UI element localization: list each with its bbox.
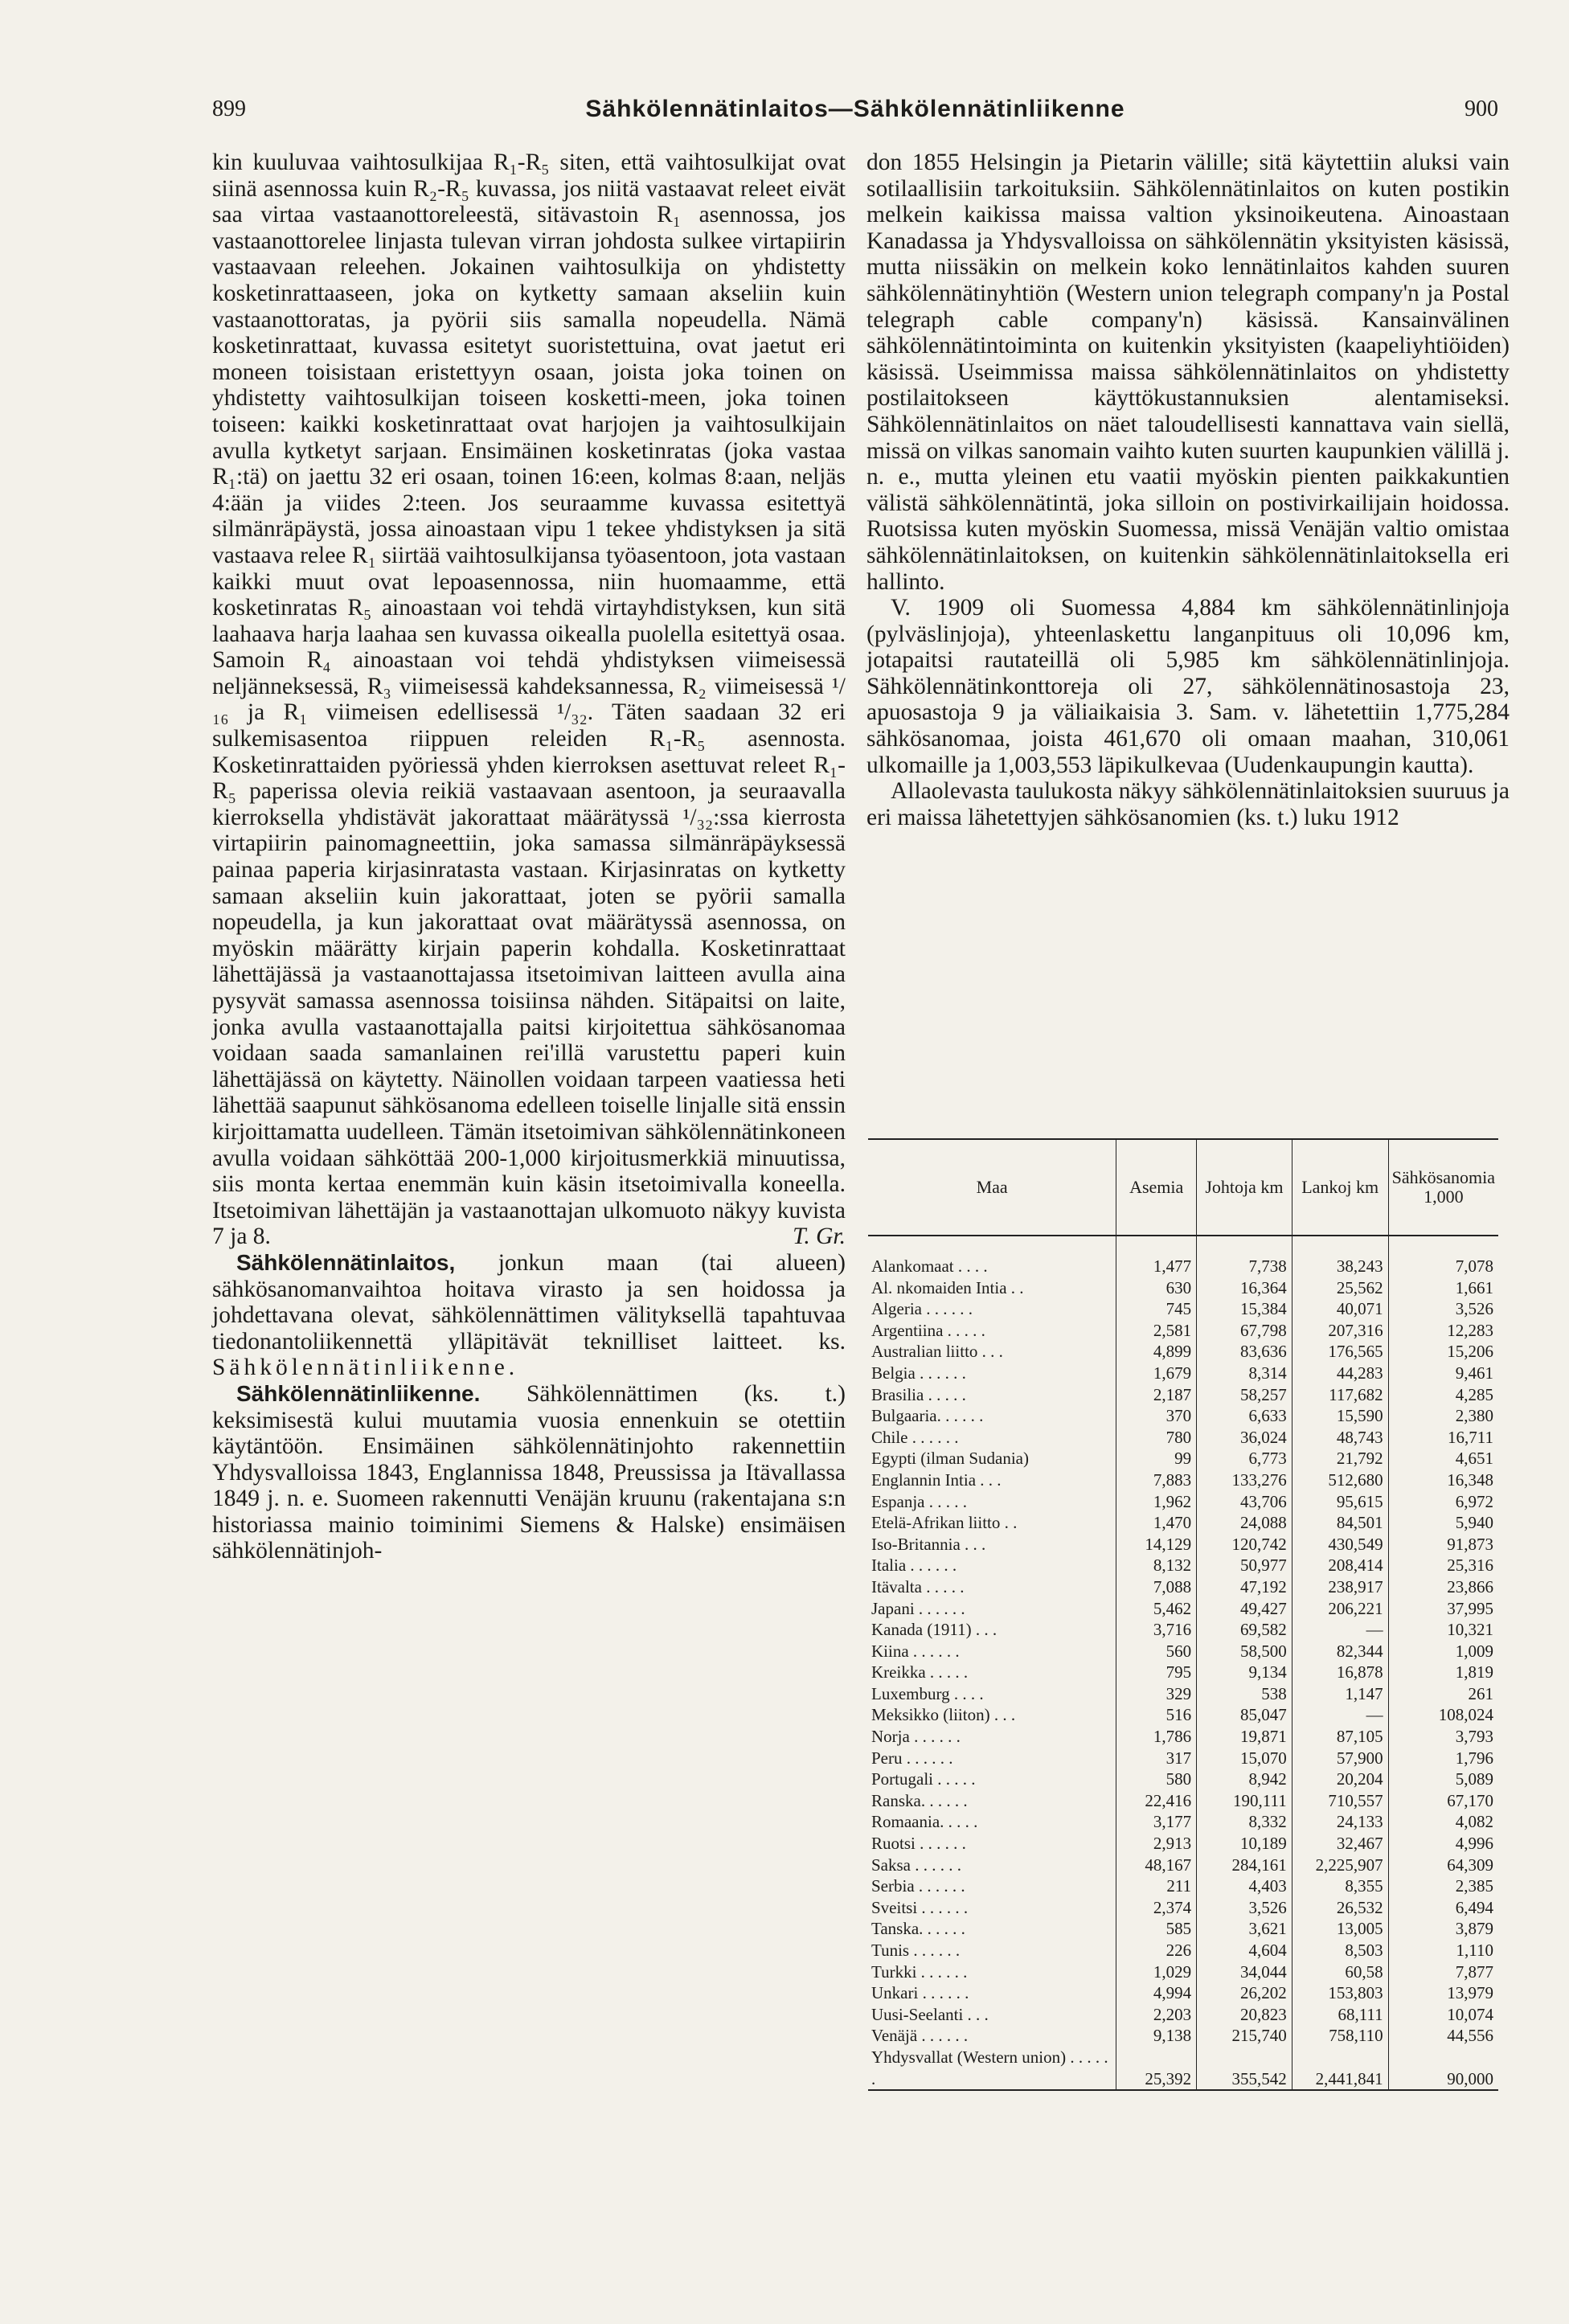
- country-cell: Luxemburg . . . .: [871, 1683, 984, 1703]
- value-cell: 67,798: [1197, 1320, 1292, 1342]
- table-row: [868, 1875, 1498, 1897]
- value-cell: 430,549: [1292, 1534, 1388, 1555]
- value-cell: 2,385: [1388, 1875, 1498, 1897]
- value-cell: 238,917: [1292, 1576, 1388, 1598]
- table-row: [868, 1918, 1498, 1940]
- country-cell: Brasilia . . . . .: [871, 1384, 966, 1404]
- value-cell: 15,384: [1197, 1298, 1292, 1320]
- country-cell: Argentiina . . . . .: [871, 1320, 985, 1340]
- value-cell: 85,047: [1197, 1704, 1292, 1726]
- table-row: [868, 1855, 1498, 1876]
- country-cell: Belgia . . . . . .: [871, 1363, 966, 1383]
- country-cell: Egypti (ilman Sudania): [871, 1449, 1029, 1469]
- value-cell: 13,979: [1388, 1982, 1498, 2004]
- value-cell: 36,024: [1197, 1427, 1292, 1449]
- value-cell: 23,866: [1388, 1576, 1498, 1598]
- statistics-table-wrapper: [868, 1138, 1498, 2091]
- value-cell: 795: [1116, 1662, 1197, 1683]
- value-cell: 67,170: [1388, 1790, 1498, 1812]
- value-cell: 1,661: [1388, 1277, 1498, 1299]
- table-row: [868, 1320, 1498, 1342]
- value-cell: 15,590: [1292, 1405, 1388, 1427]
- value-cell: 95,615: [1292, 1491, 1388, 1513]
- country-cell: Kiina . . . . . .: [871, 1641, 960, 1661]
- value-cell: 38,243: [1292, 1236, 1388, 1277]
- value-cell: 2,380: [1388, 1405, 1498, 1427]
- value-cell: 26,532: [1292, 1897, 1388, 1919]
- value-cell: 10,321: [1388, 1619, 1498, 1641]
- value-cell: 3,177: [1116, 1811, 1197, 1833]
- value-cell: 1,470: [1116, 1512, 1197, 1534]
- table-row: [868, 1363, 1498, 1384]
- value-cell: 64,309: [1388, 1855, 1498, 1876]
- country-cell: Uusi-Seelanti . . .: [871, 2004, 989, 2024]
- value-cell: 13,005: [1292, 1918, 1388, 1940]
- value-cell: 32,467: [1292, 1833, 1388, 1855]
- value-cell: 83,636: [1197, 1341, 1292, 1363]
- value-cell: 91,873: [1388, 1534, 1498, 1555]
- value-cell: 47,192: [1197, 1576, 1292, 1598]
- value-cell: 4,285: [1388, 1384, 1498, 1406]
- value-cell: 516: [1116, 1704, 1197, 1726]
- value-cell: 2,441,841: [1292, 2047, 1388, 2090]
- value-cell: 25,392: [1116, 2047, 1197, 2090]
- value-cell: 211: [1116, 1875, 1197, 1897]
- country-cell: Tanska. . . . . .: [871, 1919, 965, 1939]
- table-row: [868, 1769, 1498, 1790]
- table-row: [868, 1619, 1498, 1641]
- value-cell: 22,416: [1116, 1790, 1197, 1812]
- value-cell: 20,823: [1197, 2004, 1292, 2026]
- value-cell: 8,355: [1292, 1875, 1388, 1897]
- country-cell: Saksa . . . . . .: [871, 1855, 961, 1875]
- value-cell: 206,221: [1292, 1598, 1388, 1620]
- value-cell: 8,314: [1197, 1363, 1292, 1384]
- value-cell: 48,743: [1292, 1427, 1388, 1449]
- table-row: [868, 1448, 1498, 1469]
- value-cell: 284,161: [1197, 1855, 1292, 1876]
- value-cell: 5,462: [1116, 1598, 1197, 1620]
- value-cell: 758,110: [1292, 2025, 1388, 2047]
- country-cell: Norja . . . . . .: [871, 1727, 961, 1747]
- paragraph-table-intro: Allaolevasta taulukosta näkyy sähkölennätinlaitoksien suuruus ja eri maissa lähetettyjen sähkösanomien (ks. t.) luku 1912: [866, 778, 1510, 830]
- country-cell: Yhdysvallat (Western union) . . . . . .: [868, 2047, 1116, 2090]
- country-cell: Itävalta . . . . .: [871, 1576, 965, 1596]
- left-column: [212, 150, 846, 1564]
- value-cell: 630: [1116, 1277, 1197, 1299]
- value-cell: 43,706: [1197, 1491, 1292, 1513]
- table-row: [868, 1298, 1498, 1320]
- header-maa: Maa: [868, 1139, 1116, 1236]
- value-cell: 69,582: [1197, 1619, 1292, 1641]
- country-cell: Sveitsi . . . . . .: [871, 1897, 969, 1917]
- value-cell: 512,680: [1292, 1469, 1388, 1491]
- value-cell: 117,682: [1292, 1384, 1388, 1406]
- value-cell: 37,995: [1388, 1598, 1498, 1620]
- table-row: [868, 2004, 1498, 2026]
- value-cell: 58,257: [1197, 1384, 1292, 1406]
- country-cell: Bulgaaria. . . . . .: [871, 1406, 984, 1426]
- country-cell: Algeria . . . . . .: [871, 1299, 973, 1319]
- value-cell: 585: [1116, 1918, 1197, 1940]
- paragraph-continuation: don 1855 Helsingin ja Pietarin välille; sitä käytettiin aluksi vain sotilaallisiin tarkoituksiin. Sähkölennätinlaitos on kuten postikin melkein kaikissa maissa valtion yksinoikeutena. Ainoastaan Kanadassa ja Yhdysvalloissa on sähkölennätin yksityisten käsissä, mutta niissäkin on melkein koko lennätinlaitos kahden suuren sähkölennätinyhtiön (Western union telegraph company'n ja Postal telegraph cable company'n) käsissä. Kansainvälinen sähkölennätintoiminta on kuitenkin yksityisten (kaapeliyhtiöiden) käsissä. Useimmissa maissa sähkölennätinlaitos on yhdistetty postilaitokseen käyttökustannuksien alentamiseksi. Sähkölennätinlaitos on näet taloudellisesti kannattava vain siellä, missä on vilkas sanomain vaihto kuten suurten kaupunkien välillä j. n. e., mutta yleinen etu vaatii myöskin pienten paikkakuntien välistä sähkölennätintä, joka silloin on postivirkailijain hoidossa. Ruotsissa kuten myöskin Suomessa, missä Venäjän valtio omistaa sähkölennätinlaitoksen, on kuitenkin sähkölennätinlaitoksella eri hallinto.: [866, 150, 1510, 595]
- country-cell: Alankomaat . . . .: [871, 1256, 988, 1276]
- value-cell: 3,879: [1388, 1918, 1498, 1940]
- value-cell: —: [1292, 1704, 1388, 1726]
- country-cell: Meksikko (liiton) . . .: [871, 1705, 1016, 1725]
- country-cell: Kreikka . . . . .: [871, 1662, 969, 1683]
- value-cell: 370: [1116, 1405, 1197, 1427]
- table-row: [868, 1811, 1498, 1833]
- value-cell: 3,526: [1388, 1298, 1498, 1320]
- telegraph-statistics-table: [868, 1138, 1498, 2091]
- country-cell: Australian liitto . . .: [871, 1342, 1003, 1362]
- table-row: [868, 1748, 1498, 1769]
- country-cell: Kanada (1911) . . .: [871, 1620, 998, 1640]
- country-cell: Venäjä . . . . . .: [871, 2026, 969, 2046]
- table-row: [868, 1704, 1498, 1726]
- value-cell: 4,994: [1116, 1982, 1197, 2004]
- value-cell: 1,796: [1388, 1748, 1498, 1769]
- country-cell: Chile . . . . . .: [871, 1427, 959, 1447]
- country-cell: Iso-Britannia . . .: [871, 1534, 986, 1554]
- value-cell: 2,913: [1116, 1833, 1197, 1855]
- value-cell: 1,029: [1116, 1961, 1197, 1983]
- value-cell: 14,129: [1116, 1534, 1197, 1555]
- value-cell: 9,461: [1388, 1363, 1498, 1384]
- country-cell: Al. nkomaiden Intia . .: [871, 1277, 1024, 1297]
- value-cell: 1,147: [1292, 1683, 1388, 1705]
- value-cell: 3,716: [1116, 1619, 1197, 1641]
- table-header-row: [868, 1139, 1498, 1236]
- value-cell: 87,105: [1292, 1726, 1388, 1748]
- value-cell: 21,792: [1292, 1448, 1388, 1469]
- value-cell: 3,526: [1197, 1897, 1292, 1919]
- entry-sahkolennatinlaitos: Sähkölennätinlaitos, jonkun maan (tai alueen) sähkösanomanvaihtoa hoitava virasto ja sen hoidossa ja johdettavana olevat, sähkölennättimen välityksellä tapahtuvaa tiedonantoliikennettä ylläpitävät teknilliset laitteet. ks. Sähkölennätinliikenne.: [212, 1249, 846, 1381]
- value-cell: 4,082: [1388, 1811, 1498, 1833]
- table-row: [868, 1512, 1498, 1534]
- value-cell: 4,996: [1388, 1833, 1498, 1855]
- running-title: Sähkölennätinlaitos—Sähkölennätinliikenne: [585, 96, 1125, 122]
- value-cell: 4,651: [1388, 1448, 1498, 1469]
- value-cell: 5,940: [1388, 1512, 1498, 1534]
- table-row: [868, 1341, 1498, 1363]
- country-cell: Portugali . . . . .: [871, 1769, 976, 1789]
- value-cell: 226: [1116, 1940, 1197, 1961]
- value-cell: 207,316: [1292, 1320, 1388, 1342]
- country-cell: Unkari . . . . . .: [871, 1983, 969, 2003]
- table-row: [868, 1405, 1498, 1427]
- country-cell: Englannin Intia . . .: [871, 1469, 1002, 1490]
- value-cell: 580: [1116, 1769, 1197, 1790]
- value-cell: 40,071: [1292, 1298, 1388, 1320]
- value-cell: 15,070: [1197, 1748, 1292, 1769]
- value-cell: 261: [1388, 1683, 1498, 1705]
- table-row: [868, 1576, 1498, 1598]
- table-row: [868, 1982, 1498, 2004]
- value-cell: 120,742: [1197, 1534, 1292, 1555]
- value-cell: 1,477: [1116, 1236, 1197, 1277]
- value-cell: 1,962: [1116, 1491, 1197, 1513]
- value-cell: 57,900: [1292, 1748, 1388, 1769]
- value-cell: 58,500: [1197, 1641, 1292, 1662]
- table-row: [868, 1384, 1498, 1406]
- value-cell: 48,167: [1116, 1855, 1197, 1876]
- value-cell: 133,276: [1197, 1469, 1292, 1491]
- value-cell: 176,565: [1292, 1341, 1388, 1363]
- header-lankoja: Lankoj km: [1292, 1139, 1388, 1236]
- value-cell: 4,604: [1197, 1940, 1292, 1961]
- value-cell: —: [1292, 1619, 1388, 1641]
- value-cell: 7,738: [1197, 1236, 1292, 1277]
- value-cell: 49,427: [1197, 1598, 1292, 1620]
- value-cell: 5,089: [1388, 1769, 1498, 1790]
- entry-term: Sähkölennätinlaitos,: [236, 1249, 456, 1275]
- header-johtoja: Johtoja km: [1197, 1139, 1292, 1236]
- value-cell: 24,133: [1292, 1811, 1388, 1833]
- country-cell: Romaania. . . . .: [871, 1812, 978, 1832]
- value-cell: 4,403: [1197, 1875, 1292, 1897]
- value-cell: 16,878: [1292, 1662, 1388, 1683]
- page-number-right: 900: [1465, 96, 1498, 121]
- header-asemia: Asemia: [1116, 1139, 1197, 1236]
- table-body: [868, 1236, 1498, 2090]
- value-cell: 7,883: [1116, 1469, 1197, 1491]
- country-cell: Italia . . . . . .: [871, 1555, 957, 1576]
- value-cell: 3,621: [1197, 1918, 1292, 1940]
- country-cell: Ranska. . . . . .: [871, 1790, 968, 1810]
- value-cell: 10,189: [1197, 1833, 1292, 1855]
- table-row: [868, 1598, 1498, 1620]
- country-cell: Espanja . . . . .: [871, 1491, 967, 1511]
- author-signature: T. Gr.: [793, 1223, 846, 1250]
- table-row: [868, 1726, 1498, 1748]
- value-cell: 16,348: [1388, 1469, 1498, 1491]
- table-row: [868, 1662, 1498, 1683]
- value-cell: 84,501: [1292, 1512, 1388, 1534]
- value-cell: 710,557: [1292, 1790, 1388, 1812]
- table-row: [868, 1277, 1498, 1299]
- table-row: [868, 2025, 1498, 2047]
- table-row: [868, 1469, 1498, 1491]
- value-cell: 9,138: [1116, 2025, 1197, 2047]
- value-cell: 8,132: [1116, 1555, 1197, 1576]
- value-cell: 8,942: [1197, 1769, 1292, 1790]
- entry-term: Sähkölennätinliikenne.: [236, 1380, 481, 1406]
- value-cell: 24,088: [1197, 1512, 1292, 1534]
- value-cell: 215,740: [1197, 2025, 1292, 2047]
- value-cell: 2,581: [1116, 1320, 1197, 1342]
- value-cell: 2,187: [1116, 1384, 1197, 1406]
- table-row: [868, 1790, 1498, 1812]
- page-header: [212, 93, 1498, 125]
- table-row: [868, 1897, 1498, 1919]
- table-row: [868, 2047, 1498, 2090]
- value-cell: 1,009: [1388, 1641, 1498, 1662]
- value-cell: 1,679: [1116, 1363, 1197, 1384]
- country-cell: Japani . . . . . .: [871, 1598, 965, 1618]
- value-cell: 12,283: [1388, 1320, 1498, 1342]
- paragraph-finland-statistics: V. 1909 oli Suomessa 4,884 km sähkölennätinlinjoja (pylväslinjoja), yhteenlaskettu langanpituus oli 10,096 km, jotapaitsi rautateillä oli 5,985 km sähkölennätinlinjoja. Sähkölennätinkonttoreja oli 27, sähkölennätinosastoja 23, apuosastoja 9 ja väliaikaisia 3. Sam. v. lähetettiin 1,775,284 sähkösanomaa, joista 461,670 oli omaan maahan, 310,061 ulkomaille ja 1,003,553 läpikulkevaa (Uudenkaupungin kautta).: [866, 595, 1510, 778]
- country-cell: Peru . . . . . .: [871, 1748, 953, 1768]
- table-row: [868, 1427, 1498, 1449]
- value-cell: 50,977: [1197, 1555, 1292, 1576]
- value-cell: 7,078: [1388, 1236, 1498, 1277]
- value-cell: 10,074: [1388, 2004, 1498, 2026]
- header-sahkosanomia: Sähkösanomia 1,000: [1388, 1139, 1498, 1236]
- value-cell: 16,364: [1197, 1277, 1292, 1299]
- value-cell: 560: [1116, 1641, 1197, 1662]
- table-row: [868, 1491, 1498, 1513]
- table-row: [868, 1555, 1498, 1576]
- value-cell: 745: [1116, 1298, 1197, 1320]
- value-cell: 6,633: [1197, 1405, 1292, 1427]
- value-cell: 26,202: [1197, 1982, 1292, 2004]
- table-row: [868, 1961, 1498, 1983]
- value-cell: 25,316: [1388, 1555, 1498, 1576]
- value-cell: 208,414: [1292, 1555, 1388, 1576]
- country-cell: Etelä-Afrikan liitto . .: [871, 1513, 1018, 1533]
- value-cell: 6,494: [1388, 1897, 1498, 1919]
- value-cell: 1,786: [1116, 1726, 1197, 1748]
- value-cell: 317: [1116, 1748, 1197, 1769]
- country-cell: Ruotsi . . . . . .: [871, 1834, 966, 1854]
- table-row: [868, 1534, 1498, 1555]
- value-cell: 15,206: [1388, 1341, 1498, 1363]
- value-cell: 2,203: [1116, 2004, 1197, 2026]
- country-cell: Tunis . . . . . .: [871, 1941, 961, 1960]
- page-number-left: 899: [212, 96, 246, 121]
- value-cell: 44,556: [1388, 2025, 1498, 2047]
- table-row: [868, 1833, 1498, 1855]
- cross-reference: Sähkölennätinliikenne.: [212, 1355, 519, 1381]
- value-cell: 20,204: [1292, 1769, 1388, 1790]
- value-cell: 780: [1116, 1427, 1197, 1449]
- value-cell: 16,711: [1388, 1427, 1498, 1449]
- value-cell: 2,225,907: [1292, 1855, 1388, 1876]
- value-cell: 6,773: [1197, 1448, 1292, 1469]
- value-cell: 190,111: [1197, 1790, 1292, 1812]
- value-cell: 9,134: [1197, 1662, 1292, 1683]
- value-cell: 99: [1116, 1448, 1197, 1469]
- table-row: [868, 1641, 1498, 1662]
- value-cell: 7,088: [1116, 1576, 1197, 1598]
- value-cell: 2,374: [1116, 1897, 1197, 1919]
- table-row: [868, 1683, 1498, 1705]
- value-cell: 82,344: [1292, 1641, 1388, 1662]
- value-cell: 1,819: [1388, 1662, 1498, 1683]
- value-cell: 90,000: [1388, 2047, 1498, 2090]
- country-cell: Serbia . . . . . .: [871, 1876, 965, 1896]
- value-cell: 44,283: [1292, 1363, 1388, 1384]
- value-cell: 60,58: [1292, 1961, 1388, 1983]
- value-cell: 34,044: [1197, 1961, 1292, 1983]
- value-cell: 108,024: [1388, 1704, 1498, 1726]
- value-cell: 1,110: [1388, 1940, 1498, 1961]
- value-cell: 68,111: [1292, 2004, 1388, 2026]
- value-cell: 25,562: [1292, 1277, 1388, 1299]
- value-cell: 19,871: [1197, 1726, 1292, 1748]
- paragraph-relay-description: kin kuuluvaa vaihtosulkijaa R₁-R₅ siten, että vaihtosulkijat ovat siinä asennossa kuin R₂-R₅ kuvassa, jos niitä vastaavat releet eivät saa virtaa vastaanottoreleestä, sitävastoin R₁ asennossa, jos vastaanottorelee linjasta tulevan virran johdosta sulkee virtapiirin vastaavaan releehen. Jokainen vaihtosulkija on yhdistetty kosketinrattaaseen, joka on kytketty samaan akseliin kuin vastaanottoratas, ja pyörii siis samalla nopeudella. Nämä kosketinrattaat, kuvassa esitetyt suoristettuina, ovat jaetut eri moneen toisistaan eristettyyn osaan, joista joka toinen on yhdistetty vaihtosulkijan toiseen kosketti-meen, joka toinen toiseen: kaikki kosketinrattaat ovat harjojen ja vaihtosulkijain avulla kytketyt sarjaan. Ensimäinen kosketinratas (joka vastaa R₁:tä) on jaettu 32 eri osaan, toinen 16:een, kolmas 8:aan, neljäs 4:ään ja viides 2:teen. Jos seuraamme kuvassa esitettyä silmänräpäystä, jossa ainoastaan vipu 1 tekee yhdistyksen ja sitä vastaava relee R₁ siirtää vaihtosulkijansa työasentoon, jota vastaan kaikki muut ovat lepoasennossa, niin huomaamme, että kosketinratas R₅ ainoastaan voi tehdä virtayhdistyksen, kun sitä laahaava harja laahaa sen kuvassa oikealla puolella esitettyä osaa. Samoin R₄ ainoastaan voi tehdä yhdistyksen viimeisessä neljänneksessä, R₃ viimeisessä kahdeksannessa, R₂ viimeisessä ¹/₁₆ ja R₁ viimeisen edellisessä ¹/₃₂. Täten saadaan 32 eri sulkemisasentoa riippuen releiden R₁-R₅ asennosta. Kosketinrattaiden pyöriessä yhden kierroksen asettuvat releet R₁-R₅ paperissa olevia reikiä vastaavaan asentoon, ja seuraavalla kierroksella yhdistävät jakorattaat määrätyssä ¹/₃₂:ssa kierrosta virtapiirin painomagneettiin, joka samassa silmänräpäyksessä painaa paperia kirjasinratasta vastaan. Kirjasinratas on kytketty samaan akseliin kuin jakorattaat, joten se pyörii samalla nopeudella, ja kun jakorattaat ovat määrätyssä asennossa, on myöskin määrätty kirjain paperin kohdalla. Kosketinrattaat lähettäjässä ja vastaanottajassa itsetoimivan laitteen avulla aina pysyvät samassa asennossa toisiinsa nähden. Sitäpaitsi on laite, jonka avulla vastaanottajalla paitsi kirjoitettua sähkösanomaa voidaan saada samanlainen rei'illä varustettu paperi kuin lähettäjässä on käytetty. Näinollen voidaan tarpeen vaatiessa heti lähettää saapunut sähkösanoma edelleen toiselle linjalle sitä enssin kirjoittamatta uudelleen. Tämän itsetoimivan sähkölennätinkoneen avulla voidaan sähköttää 200-1,000 kirjoitusmerkkiä minuutissa, siis monta kertaa enemmän kuin käsin itsetoimivalla koneella. Itsetoimivan lähettäjän ja vastaanottajan ulkomuoto näkyy kuvista 7 ja 8. T. Gr.: [212, 150, 846, 1250]
- value-cell: 6,972: [1388, 1491, 1498, 1513]
- value-cell: 538: [1197, 1683, 1292, 1705]
- value-cell: 7,877: [1388, 1961, 1498, 1983]
- right-column: [866, 150, 1510, 830]
- entry-sahkolennatinliikenne: Sähkölennätinliikenne. Sähkölennättimen (ks. t.) keksimisestä kului muutamia vuosia ennenkuin se otettiin käytäntöön. Ensimäinen sähkölennätinjohto rakennettiin Yhdysvalloissa 1843, Englannissa 1848, Preussissa ja Itävallassa 1849 j. n. e. Suomeen rakennutti Venäjän kruunu (rakentajana s:n historiassa mainio toiminimi Siemens & Halske) ensimäisen sähkölennätinjoh-: [212, 1380, 846, 1564]
- table-row: [868, 1236, 1498, 1277]
- value-cell: 355,542: [1197, 2047, 1292, 2090]
- value-cell: 329: [1116, 1683, 1197, 1705]
- value-cell: 8,503: [1292, 1940, 1388, 1961]
- country-cell: Turkki . . . . . .: [871, 1961, 968, 1982]
- value-cell: 8,332: [1197, 1811, 1292, 1833]
- value-cell: 153,803: [1292, 1982, 1388, 2004]
- table-row: [868, 1940, 1498, 1961]
- value-cell: 3,793: [1388, 1726, 1498, 1748]
- value-cell: 4,899: [1116, 1341, 1197, 1363]
